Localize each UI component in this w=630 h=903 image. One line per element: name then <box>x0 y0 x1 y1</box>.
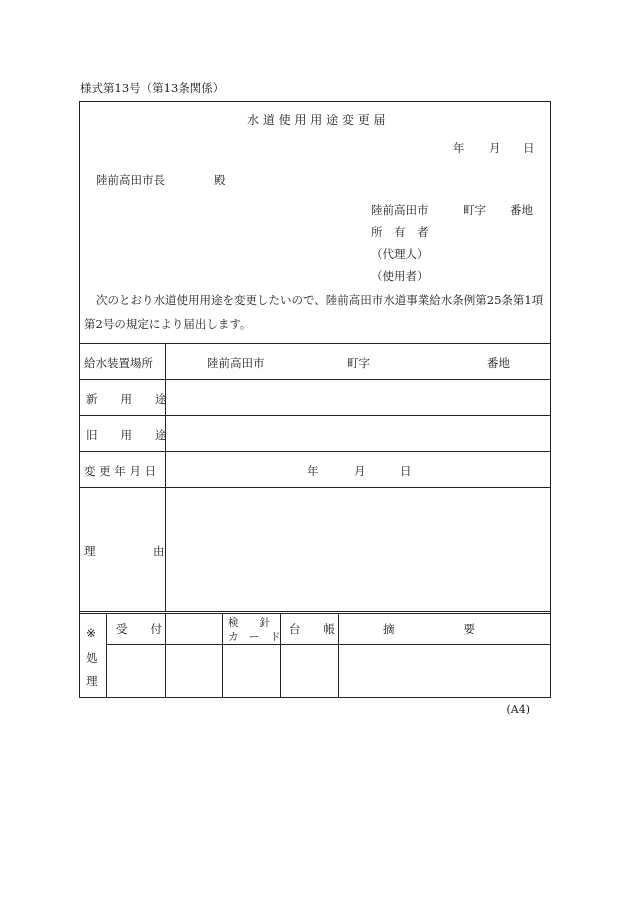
old-use-label: 旧 用 途 <box>86 428 167 442</box>
applicant-machi: 町字 <box>463 203 486 217</box>
owner-label: 所 有 者 <box>371 225 429 239</box>
statement-line-1: 次のとおり水道使用用途を変更したいので、陸前高田市水道事業給水条例第25条第1項 <box>96 293 544 307</box>
change-date-label: 変 更 年 月 日 <box>84 464 157 478</box>
meter-card-label-line-2: カ ー ド <box>228 631 281 643</box>
change-date-month: 月 <box>354 464 366 478</box>
row-divider <box>79 379 551 380</box>
change-date-day: 日 <box>400 464 412 478</box>
date-year-label: 年 <box>453 141 465 155</box>
row-divider <box>79 613 551 614</box>
row-divider <box>79 611 551 612</box>
location-machi: 町字 <box>347 356 370 370</box>
new-use-label: 新 用 途 <box>86 392 167 406</box>
location-banchi: 番地 <box>487 356 510 370</box>
date-month-label: 月 <box>489 141 501 155</box>
applicant-city: 陸前高田市 <box>371 203 429 217</box>
column-divider <box>280 613 281 698</box>
ledger-label: 台 帳 <box>289 622 335 636</box>
agent-label: （代理人） <box>371 247 429 261</box>
change-date-year: 年 <box>307 464 319 478</box>
column-divider <box>222 613 223 698</box>
row-divider <box>79 343 551 344</box>
row-divider <box>79 487 551 488</box>
date-day-label: 日 <box>523 141 535 155</box>
reception-label: 受 付 <box>116 622 162 636</box>
addressee-honorific: 殿 <box>214 173 226 187</box>
column-divider <box>165 343 166 611</box>
processing-label-char-2: 理 <box>86 674 98 688</box>
location-city: 陸前高田市 <box>207 356 265 370</box>
location-label: 給水装置場所 <box>84 356 153 370</box>
applicant-banchi: 番地 <box>510 203 533 217</box>
reference-mark: ※ <box>86 626 97 640</box>
paper-size-label: (A4) <box>506 703 530 716</box>
reason-label: 理 由 <box>84 544 165 558</box>
row-divider <box>79 451 551 452</box>
addressee-name: 陸前高田市長 <box>96 173 165 187</box>
user-label: （使用者） <box>371 269 429 283</box>
row-divider <box>106 644 551 645</box>
processing-label-char-1: 処 <box>86 651 98 665</box>
form-number: 様式第13号（第13条関係） <box>80 81 225 95</box>
row-divider <box>79 415 551 416</box>
summary-label: 摘 要 <box>383 622 475 636</box>
meter-card-label-line-1: 検 針 <box>228 617 270 629</box>
column-divider <box>165 613 166 698</box>
column-divider <box>338 613 339 698</box>
statement-line-2: 第2号の規定により届出します。 <box>84 317 252 331</box>
form-title: 水 道 使 用 用 途 変 更 届 <box>247 113 386 127</box>
column-divider <box>106 613 107 698</box>
